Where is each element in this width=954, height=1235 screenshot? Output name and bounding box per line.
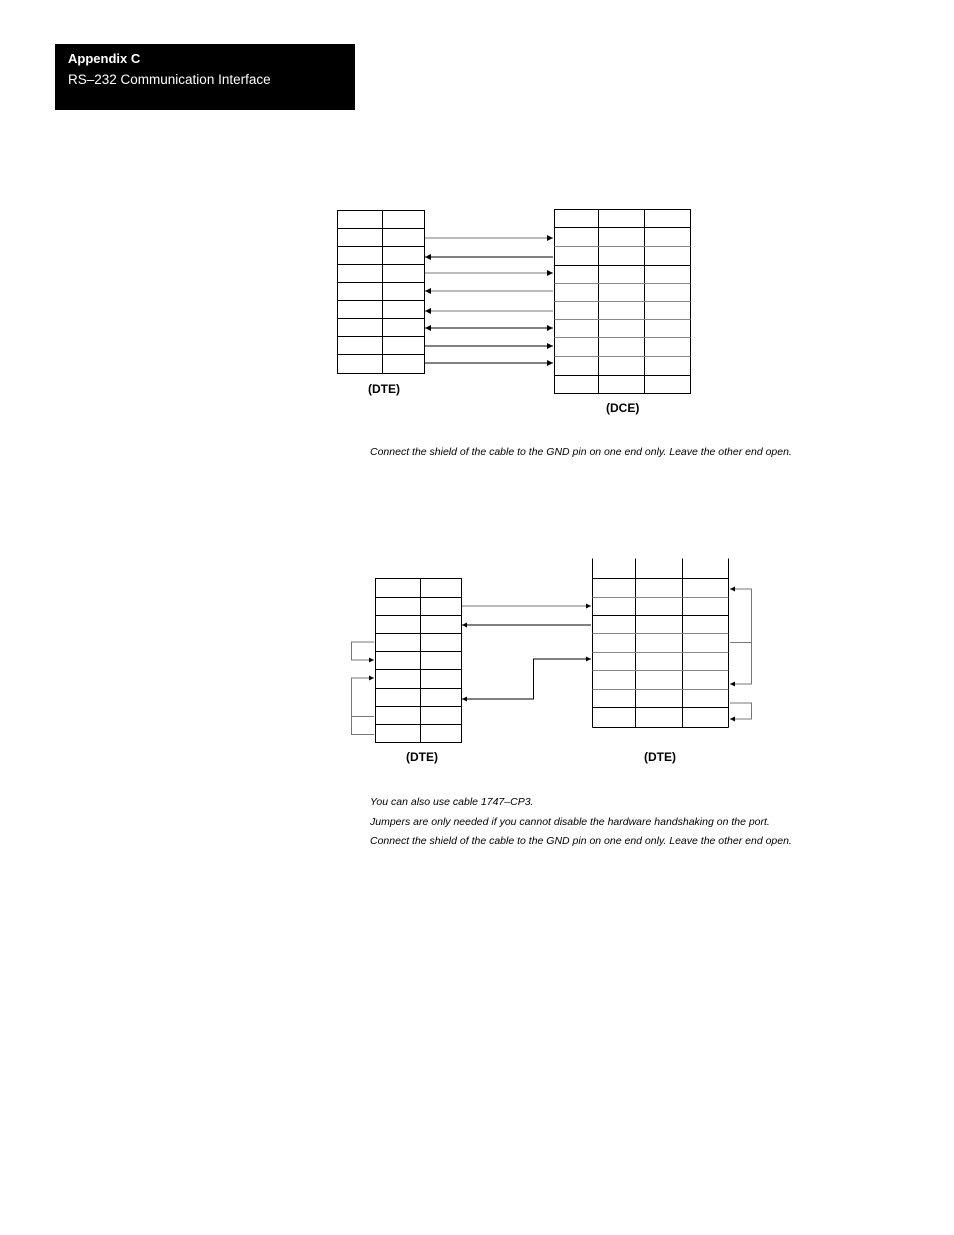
dce-pin-table xyxy=(555,210,691,394)
left-jumpers xyxy=(352,642,375,735)
dte-label: (DTE) xyxy=(368,382,400,396)
right-jumpers xyxy=(730,589,752,719)
dte-pin-table-right xyxy=(593,559,729,728)
dce-label: (DCE) xyxy=(606,401,640,415)
dte-pin-table-left xyxy=(376,579,462,743)
appendix-subtitle: RS–232 Communication Interface xyxy=(68,72,271,87)
shield-note: Connect the shield of the cable to the GND pin on one end only. Leave the other end open. xyxy=(370,446,792,458)
dte-dce-connections xyxy=(425,238,553,363)
appendix-title: Appendix C xyxy=(68,51,141,66)
shield-note-2: Connect the shield of the cable to the GND pin on one end only. Leave the other end open. xyxy=(370,835,792,847)
dte-label-right: (DTE) xyxy=(644,750,676,764)
dte-label-left: (DTE) xyxy=(406,750,438,764)
dte-dte-connections xyxy=(462,606,591,699)
cable-note: You can also use cable 1747–CP3. xyxy=(370,796,534,808)
jumpers-note: Jumpers are only needed if you cannot disable the hardware handshaking on the port. xyxy=(370,816,770,828)
dte-pin-table xyxy=(338,211,425,374)
